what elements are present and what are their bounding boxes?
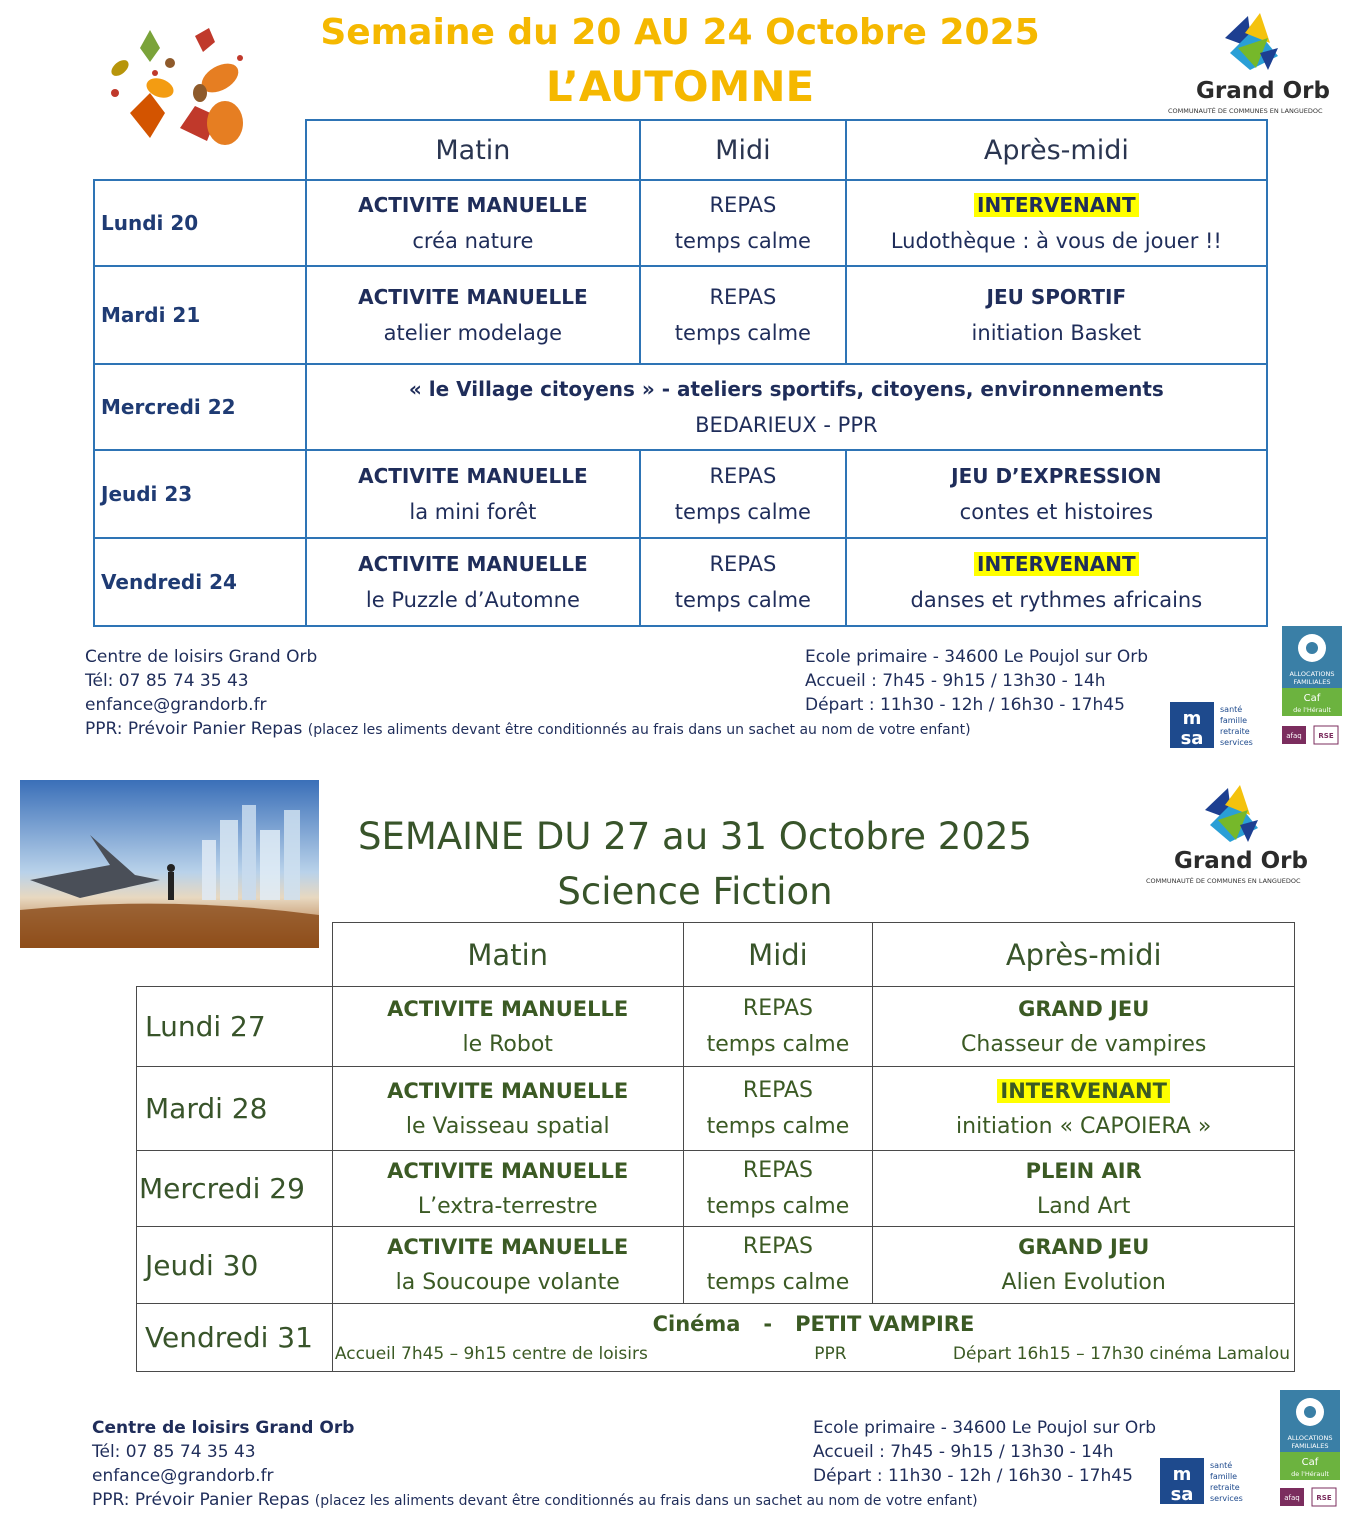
table-row [94,266,1267,364]
svg-text:de l'Hérault: de l'Hérault [1293,706,1331,714]
matin-activity: ACTIVITE MANUELLE [387,1235,629,1259]
address: Ecole primaire - 34600 Le Poujol sur Orb [805,647,1149,667]
svg-text:Caf: Caf [1301,1457,1319,1468]
apm-activity: GRAND JEU [1018,996,1150,1021]
day-label: Lundi 27 [137,987,333,1067]
full-day-activity: « le Village citoyens » - ateliers sportifs, citoyens, environnements [408,377,1164,401]
day-label: Mardi 28 [137,1067,333,1151]
svg-text:m: m [1172,1464,1192,1485]
week2-schedule-table [136,922,1295,1372]
midi-detail: temps calme [674,229,811,253]
table-row [94,450,1267,538]
midi-detail: temps calme [674,588,811,612]
matin-activity: ACTIVITE MANUELLE [387,1158,629,1183]
header-midi: Midi [640,120,846,180]
full-day-activity [333,1306,1294,1342]
ppr-note: (placez les aliments devant être conditionnés au frais dans un sachet au nom de votre enfant) [314,1493,978,1509]
day-label: Jeudi 30 [137,1227,333,1304]
msa-logo [1160,1458,1260,1504]
centre-name: Centre de loisirs Grand Orb [85,647,318,667]
matin-activity: ACTIVITE MANUELLE [358,285,588,309]
apm-detail: Alien Evolution [1001,1270,1166,1295]
email: enfance@grandorb.fr [92,1466,274,1486]
header-midi: Midi [683,923,873,987]
svg-text:retraite: retraite [1210,1483,1240,1492]
depart-hours: Départ : 11h30 - 12h / 16h30 - 17h45 [813,1466,1133,1486]
midi-activity: REPAS [742,1234,813,1259]
centre-name: Centre de loisirs Grand Orb [92,1418,355,1438]
midi-activity: REPAS [742,995,813,1021]
svg-text:santé: santé [1210,1461,1233,1470]
matin-detail: atelier modelage [383,321,563,345]
grand-orb-logo [1140,780,1320,892]
week1-footer-address [805,645,1165,717]
ppr-label: PPR: Prévoir Panier Repas [92,1490,310,1510]
film-title: PETIT VAMPIRE [795,1311,975,1336]
matin-detail: le Puzzle d’Automne [365,588,580,612]
accueil-info: Accueil 7h45 – 9h15 centre de loisirs [334,1343,648,1364]
phone: Tél: 07 85 74 35 43 [92,1442,256,1462]
svg-text:ALLOCATIONS: ALLOCATIONS [1287,1434,1333,1442]
svg-text:services: services [1210,1494,1243,1503]
apm-activity: JEU SPORTIF [986,285,1127,309]
ppr-info: PPR [814,1343,847,1364]
separator: - [763,1311,773,1336]
ppr-note: (placez les aliments devant être conditionnés au frais dans un sachet au nom de votre enfant) [307,722,971,738]
svg-text:Grand Orb: Grand Orb [1174,848,1308,874]
apm-activity: GRAND JEU [1018,1235,1150,1259]
svg-text:famille: famille [1220,716,1248,725]
svg-text:RSE: RSE [1318,732,1334,740]
day-label: Mardi 21 [94,266,306,364]
matin-detail: le Vaisseau spatial [405,1113,610,1139]
caf-logo [1282,626,1342,716]
ppr-label: PPR: Prévoir Panier Repas [85,719,303,739]
midi-detail: temps calme [674,321,811,345]
table-row [137,1227,1295,1304]
table-row [137,1067,1295,1151]
apm-detail: Land Art [1036,1193,1131,1219]
svg-text:Caf: Caf [1303,693,1321,704]
svg-text:afaq: afaq [1286,732,1302,740]
week1-theme: L’AUTOMNE [545,62,815,111]
svg-text:sa: sa [1170,1484,1194,1504]
svg-text:FAMILIALES: FAMILIALES [1291,1442,1329,1450]
matin-detail: le Robot [462,1031,553,1057]
day-label: Vendredi 31 [137,1304,333,1372]
apm-activity: INTERVENANT [974,193,1139,217]
header-apres-midi: Après-midi [873,923,1295,987]
svg-text:Grand Orb: Grand Orb [1196,78,1330,104]
week1-schedule-table [93,119,1268,627]
matin-detail: la mini forêt [409,500,537,524]
svg-text:RSE: RSE [1316,1494,1332,1502]
header-matin: Matin [306,120,640,180]
svg-text:sa: sa [1180,728,1204,748]
week1-title: Semaine du 20 AU 24 Octobre 2025 [320,12,1040,53]
midi-detail: temps calme [706,1113,850,1139]
svg-text:santé: santé [1220,705,1243,714]
week2-theme: Science Fiction [557,870,833,913]
day-label: Jeudi 23 [94,450,306,538]
svg-text:COMMUNAUTÉ DE COMMUNES EN LANG: COMMUNAUTÉ DE COMMUNES EN LANGUEDOC [1146,877,1301,885]
grand-orb-logo [1160,8,1340,120]
svg-text:retraite: retraite [1220,727,1250,736]
apm-activity: JEU D’EXPRESSION [951,464,1162,488]
full-day-detail: BEDARIEUX - PPR [695,413,878,437]
matin-activity: ACTIVITE MANUELLE [387,1078,629,1103]
apm-detail: danses et rythmes africains [910,588,1203,612]
apm-activity: INTERVENANT [974,552,1139,576]
table-row [137,1151,1295,1227]
midi-activity: REPAS [709,552,777,576]
midi-activity: REPAS [742,1077,813,1103]
header-matin: Matin [332,923,683,987]
accueil-hours: Accueil : 7h45 - 9h15 / 13h30 - 14h [805,671,1106,691]
msa-logo [1170,702,1270,748]
table-row [137,987,1295,1067]
cinema-label: Cinéma [652,1311,741,1336]
depart-hours: Départ : 11h30 - 12h / 16h30 - 17h45 [805,695,1125,715]
matin-activity: ACTIVITE MANUELLE [358,193,588,217]
day-label: Mercredi 29 [137,1151,333,1227]
certification-badges [1282,724,1342,746]
svg-text:services: services [1220,738,1253,747]
apm-detail: Chasseur de vampires [961,1031,1207,1057]
midi-detail: temps calme [706,1270,850,1295]
matin-detail: la Soucoupe volante [395,1270,620,1295]
apm-activity: INTERVENANT [997,1079,1170,1103]
week2-title: SEMAINE DU 27 au 31 Octobre 2025 [358,815,1032,858]
svg-text:famille: famille [1210,1472,1238,1481]
apm-detail: initiation Basket [971,321,1142,345]
day-label: Vendredi 24 [94,538,306,626]
apm-activity: PLEIN AIR [1025,1158,1142,1183]
matin-activity: ACTIVITE MANUELLE [358,464,588,488]
svg-text:COMMUNAUTÉ DE COMMUNES EN LANG: COMMUNAUTÉ DE COMMUNES EN LANGUEDOC [1168,107,1323,115]
address: Ecole primaire - 34600 Le Poujol sur Orb [813,1418,1157,1438]
phone: Tél: 07 85 74 35 43 [85,671,249,691]
midi-detail: temps calme [706,1031,850,1057]
midi-activity: REPAS [709,193,777,217]
apm-detail: Ludothèque : à vous de jouer !! [890,229,1222,253]
midi-activity: REPAS [709,285,777,309]
table-row [94,364,1267,450]
caf-logo [1280,1390,1340,1480]
depart-info: Départ 16h15 – 17h30 cinéma Lamalou [952,1343,1290,1364]
day-label: Lundi 20 [94,180,306,266]
svg-text:m: m [1182,708,1202,729]
table-row [137,1304,1295,1372]
apm-detail: initiation « CAPOIERA » [956,1113,1212,1139]
midi-activity: REPAS [742,1157,813,1183]
apm-detail: contes et histoires [959,500,1154,524]
matin-detail: L’extra-terrestre [417,1193,598,1219]
matin-activity: ACTIVITE MANUELLE [387,996,629,1021]
midi-detail: temps calme [706,1193,850,1219]
week2-footer-address [813,1416,1173,1488]
table-row [94,538,1267,626]
svg-text:afaq: afaq [1284,1494,1300,1502]
matin-detail: créa nature [412,229,534,253]
svg-text:FAMILIALES: FAMILIALES [1293,678,1331,686]
header-apres-midi: Après-midi [846,120,1267,180]
matin-activity: ACTIVITE MANUELLE [358,552,588,576]
email: enfance@grandorb.fr [85,695,267,715]
midi-detail: temps calme [674,500,811,524]
accueil-hours: Accueil : 7h45 - 9h15 / 13h30 - 14h [813,1442,1114,1462]
certification-badges [1280,1486,1340,1508]
midi-activity: REPAS [709,464,777,488]
svg-text:ALLOCATIONS: ALLOCATIONS [1289,670,1335,678]
svg-text:de l'Hérault: de l'Hérault [1291,1470,1329,1478]
table-row [94,180,1267,266]
day-label: Mercredi 22 [94,364,306,450]
